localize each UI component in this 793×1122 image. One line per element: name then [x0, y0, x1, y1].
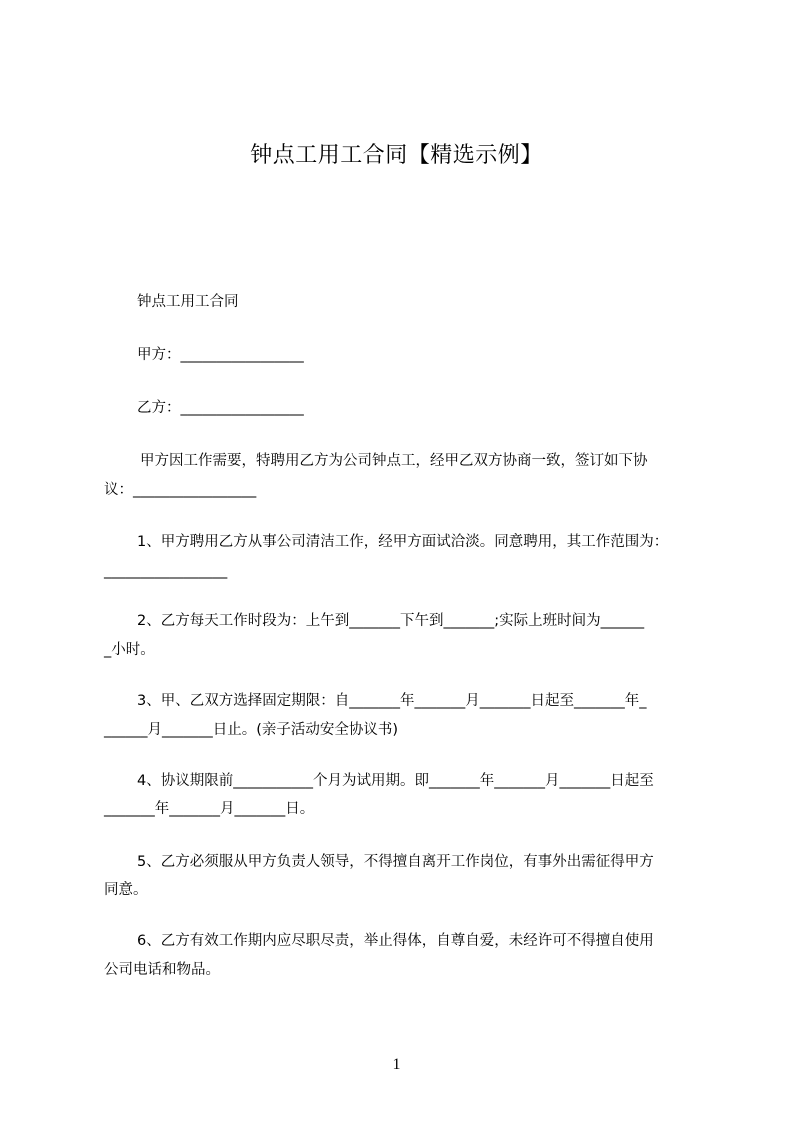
clause-3-line-1: 3、甲、乙双方选择固定期限：自_______年_______月_______日起至_______年_ [137, 693, 647, 709]
document-title: 钟点工用工合同【精选示例】 [250, 143, 543, 168]
clause-4-line-2: _______年_______月_______日。 [104, 801, 315, 817]
clause-4-line-1: 4、协议期限前___________个月为试用期。即_______年_______月_______日起至 [137, 773, 654, 789]
intro-line-2: 议：_________________ [104, 482, 257, 498]
clause-2-line-1: 2、乙方每天工作时段为：上午到_______下午到_______;实际上班时间为______ [137, 613, 645, 629]
contract-heading: 钟点工用工合同 [137, 294, 239, 310]
clause-6-line-2: 公司电话和物品。 [104, 962, 220, 978]
party-a-line: 甲方：_________________ [137, 347, 304, 363]
clause-1-line-1: 1、甲方聘用乙方从事公司清洁工作，经甲方面试洽淡。同意聘用，其工作范围为： [137, 534, 669, 550]
page-number: 1 [392, 1056, 401, 1073]
clause-5-line-1: 5、乙方必须服从甲方负责人领导，不得擅自离开工作岗位，有事外出需征得甲方 [137, 854, 654, 870]
party-b-line: 乙方：_________________ [137, 400, 304, 416]
clause-5-line-2: 同意。 [104, 882, 148, 898]
clause-1-line-2: _________________ [104, 563, 228, 579]
clause-3-line-2: ______月_______日止。(亲子活动安全协议书) [104, 722, 399, 738]
clause-2-line-2: _小时。 [104, 642, 155, 658]
clause-6-line-1: 6、乙方有效工作期内应尽职尽责，举止得体，自尊自爱，未经许可不得擅自使用 [137, 933, 654, 949]
intro-line-1: 甲方因工作需要，特聘用乙方为公司钟点工，经甲乙双方协商一致，签订如下协 [140, 453, 648, 469]
